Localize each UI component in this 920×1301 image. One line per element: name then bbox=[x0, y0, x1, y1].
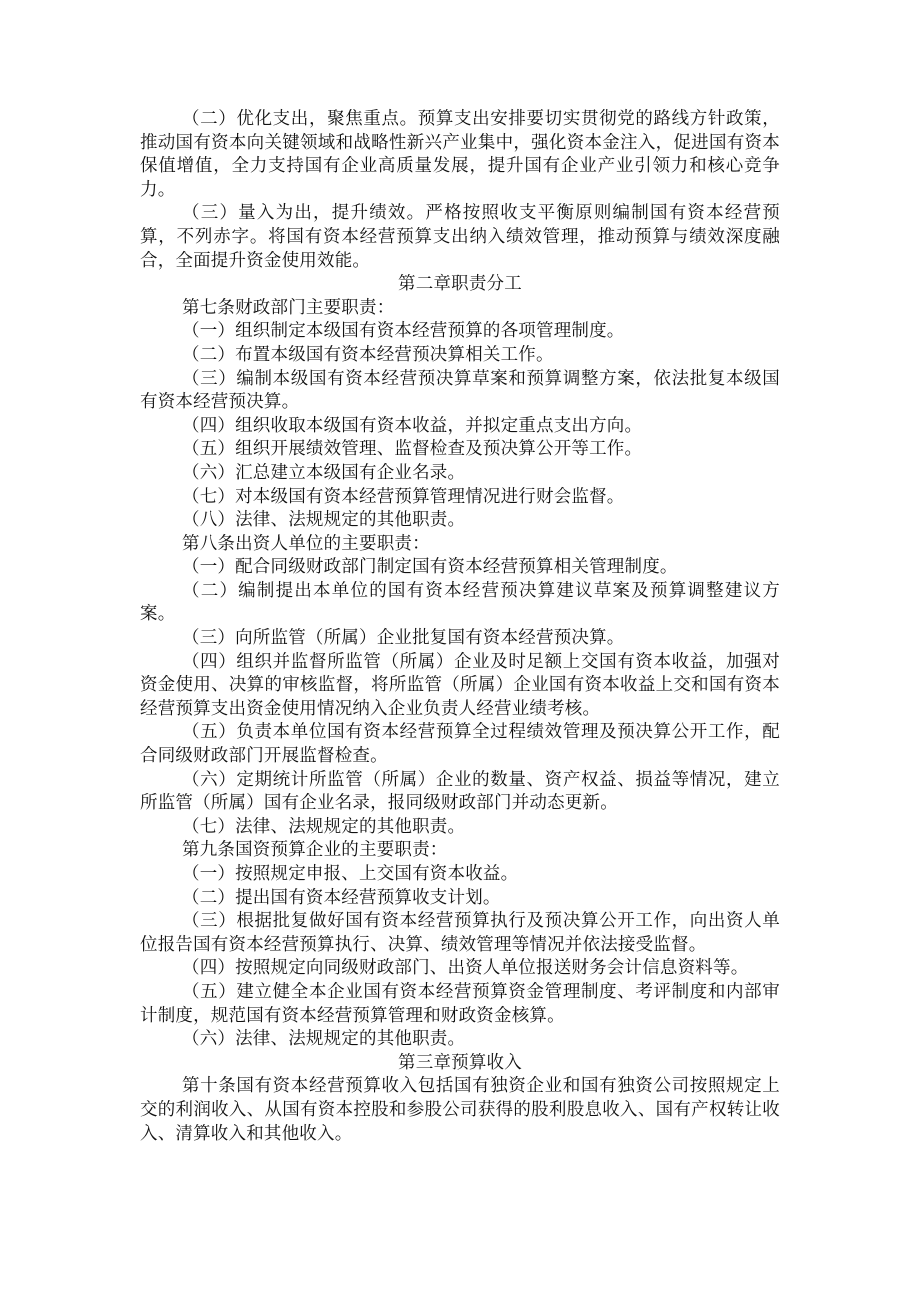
paragraph: （二）优化支出，聚焦重点。预算支出安排要切实贯彻党的路线方针政策，推动国有资本向关键领域和战略性新兴产业集中，强化资本金注入，促进国有资本保值增值，全力支持国有企业高质量发展，提升国有企业产业引领力和核心竞争力。 bbox=[140, 109, 780, 200]
list-item: （二）编制提出本单位的国有资本经营预决算建议草案及预算调整建议方案。 bbox=[140, 580, 780, 625]
list-item: （二）布置本级国有资本经营预决算相关工作。 bbox=[182, 344, 554, 365]
list-item: （一）组织制定本级国有资本经营预算的各项管理制度。 bbox=[182, 321, 625, 342]
list-item: （八）法律、法规规定的其他职责。 bbox=[182, 510, 466, 531]
list-item: （四）组织收取本级国有资本收益，并拟定重点支出方向。 bbox=[182, 415, 643, 436]
list-item: （三）向所监管（所属）企业批复国有资本经营预决算。 bbox=[182, 628, 625, 649]
list-item: （六）定期统计所监管（所属）企业的数量、资产权益、损益等情况，建立所监管（所属）国有企业名录，报同级财政部门并动态更新。 bbox=[140, 769, 780, 814]
article-title: 第七条财政部门主要职责： bbox=[182, 297, 395, 318]
list-item: （二）提出国有资本经营预算收支计划。 bbox=[182, 887, 501, 908]
list-item: （一）配合同级财政部门制定国有资本经营预算相关管理制度。 bbox=[182, 557, 678, 578]
list-item: （五）建立健全本企业国有资本经营预算资金管理制度、考评制度和内部审计制度，规范国有资本经营预算管理和财政资金核算。 bbox=[140, 981, 780, 1026]
document-body bbox=[140, 108, 780, 1146]
article-title: 第八条出资人单位的主要职责： bbox=[182, 533, 430, 554]
list-item: （三）编制本级国有资本经营预决算草案和预算调整方案，依法批复本级国有资本经营预决算。 bbox=[140, 368, 780, 413]
list-item: （六）法律、法规规定的其他职责。 bbox=[182, 1029, 466, 1050]
article-title: 第九条国资预算企业的主要职责： bbox=[182, 840, 448, 861]
list-item: （七）对本级国有资本经营预算管理情况进行财会监督。 bbox=[182, 486, 625, 507]
chapter-heading: 第三章预算收入 bbox=[398, 1052, 522, 1073]
article-paragraph: 第十条国有资本经营预算收入包括国有独资企业和国有独资公司按照规定上交的利润收入、从国有资本控股和参股公司获得的股利股息收入、国有产权转让收入、清算收入和其他收入。 bbox=[140, 1076, 780, 1144]
list-item: （六）汇总建立本级国有企业名录。 bbox=[182, 462, 466, 483]
list-item: （七）法律、法规规定的其他职责。 bbox=[182, 816, 466, 837]
list-item: （四）组织并监督所监管（所属）企业及时足额上交国有资本收益，加强对资金使用、决算的审核监督，将所监管（所属）企业国有资本收益上交和国有资本经营预算支出资金使用情况纳入企业负责人经营业绩考核。 bbox=[140, 651, 780, 719]
chapter-heading: 第二章职责分工 bbox=[398, 274, 522, 295]
list-item: （一）按照规定申报、上交国有资本收益。 bbox=[182, 864, 519, 884]
paragraph: （三）量入为出，提升绩效。严格按照收支平衡原则编制国有资本经营预算，不列赤字。将国有资本经营预算支出纳入绩效管理，推动预算与绩效深度融合，全面提升资金使用效能。 bbox=[140, 203, 780, 271]
list-item: （五）负责本单位国有资本经营预算全过程绩效管理及预决算公开工作，配合同级财政部门开展监督检查。 bbox=[140, 722, 780, 767]
list-item: （三）根据批复做好国有资本经营预算执行及预决算公开工作，向出资人单位报告国有资本经营预算执行、决算、绩效管理等情况并依法接受监督。 bbox=[140, 911, 780, 955]
list-item: （五）组织开展绩效管理、监督检查及预决算公开等工作。 bbox=[182, 439, 643, 460]
list-item: （四）按照规定向同级财政部门、出资人单位报送财务会计信息资料等。 bbox=[182, 958, 749, 979]
